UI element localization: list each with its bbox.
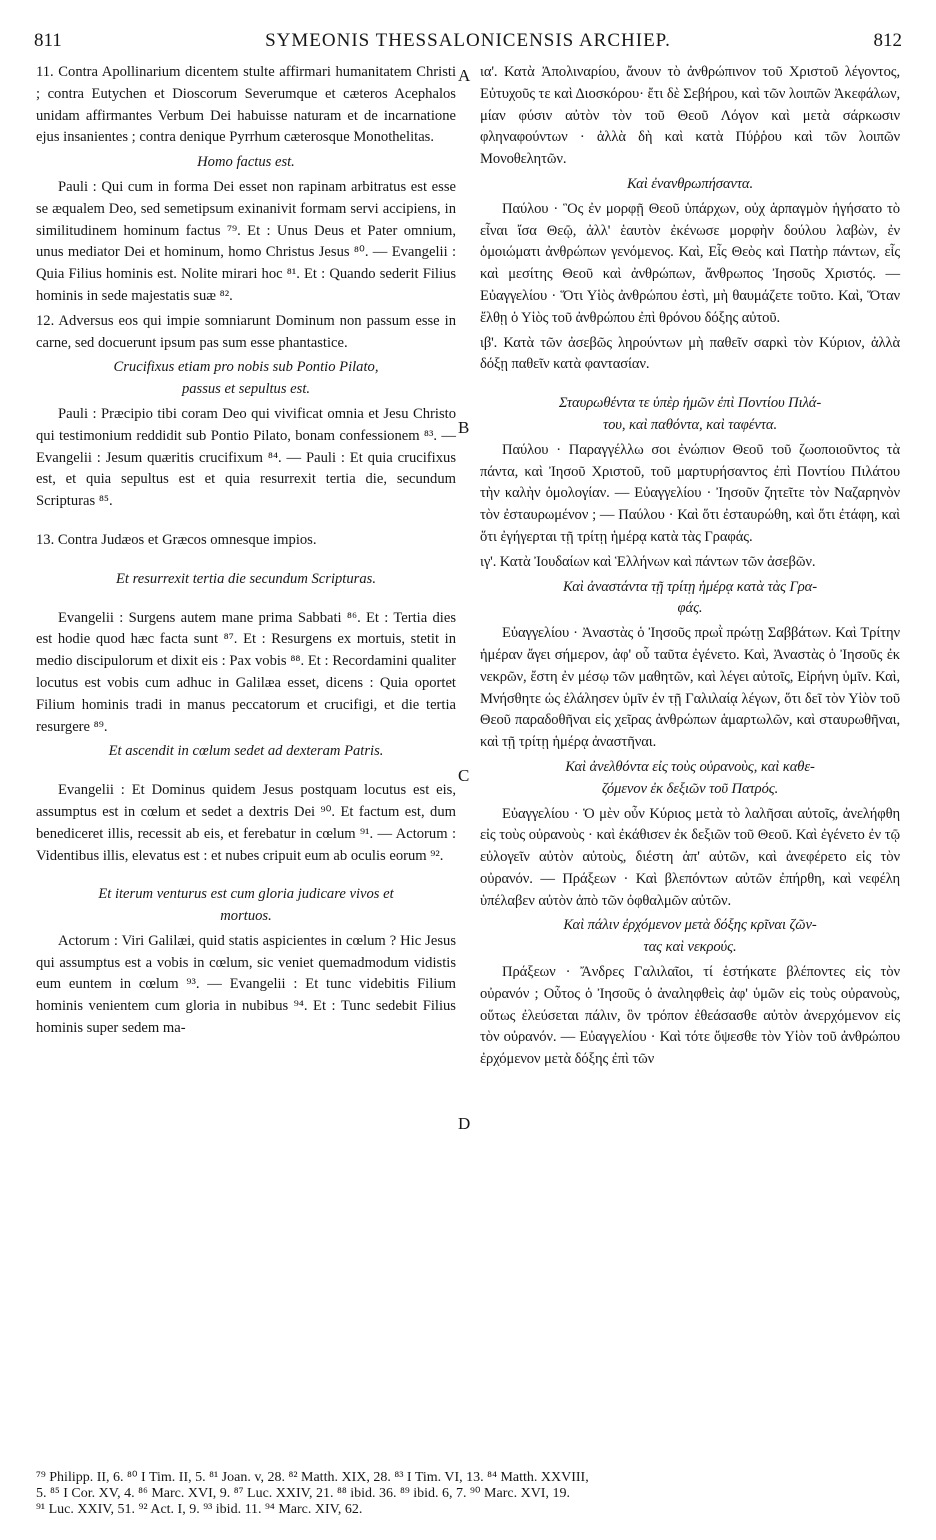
latin-heading-crucifixus-2: passus et sepultus est. — [181, 381, 311, 398]
margin-mark-c: C — [458, 766, 470, 785]
greek-heading-venturus-1: Καὶ πάλιν ἐρχόμενον μετὰ δόξης κρῖναι ζῶν- — [563, 917, 817, 934]
latin-section-11: 11. Contra Apollinarium dicentem stulte affirmari humanitatem Christi ; contra Eutychen et Dioscorum Severumque et cæteros Acephalos unidam affirmantes Verbum Dei habuisse naturam et de incarnatione ejus insanientes ; contra denique Pyrrhum cæterosque Monothelitas. — [36, 64, 456, 146]
right-page-number: 812 — [873, 30, 902, 51]
greek-heading-crucifixus-2: του, καὶ παθόντα, καὶ ταφέντα. — [602, 416, 778, 433]
latin-section-12: 12. Adversus eos qui impie somniarunt Dominum non passum esse in carne, sed docuerunt ipsum pas sum esse phantastice. — [36, 312, 456, 351]
footnote-line-3: ⁹¹ Luc. XXIV, 51. ⁹² Act. I, 9. ⁹³ ibid. 11. ⁹⁴ Marc. XIV, 62. — [36, 1502, 363, 1517]
greek-section-11: ια'. Κατὰ Ἀπολιναρίου, ἄνουν τὸ ἀνθρώπινον τοῦ Χριστοῦ λέγοντος, Εὐτυχοῦς τε καὶ Διοσκόρου· ἔτι δὲ Σεβήρου, καὶ τῶν λοιπῶν Ἀκεφάλων, μίαν φύσιν αὐτὸν τὸν τοῦ Θεοῦ Λόγον καὶ μετὰ σάρκωσιν φληναφούντων · ἀλλὰ δὴ καὶ κατὰ Πύῤῥου καὶ τῶν λοιπῶν Μονοθελητῶν. — [480, 64, 900, 168]
left-page-number: 811 — [34, 30, 62, 51]
latin-column — [36, 62, 456, 1043]
latin-heading-resurrexit: Et resurrexit tertia die secundum Scripturas. — [116, 570, 376, 587]
latin-heading-venturus-2: mortuos. — [220, 908, 272, 925]
margin-mark-d: D — [458, 1114, 471, 1133]
greek-section-12: ιβ'. Κατὰ τῶν ἀσεβῶς ληρούντων μὴ παθεῖν σαρκὶ τὸν Κύριον, ἀλλὰ δόξῃ παθεῖν κατὰ φαντασίαν. — [480, 334, 900, 373]
greek-heading-resurrexit-2: φάς. — [677, 600, 703, 617]
margin-mark-a: A — [458, 66, 471, 85]
greek-heading-crucifixus-1: Σταυρωθέντα τε ὑπὲρ ἡμῶν ἐπὶ Ποντίου Πιλά- — [558, 395, 822, 412]
latin-evangelii-paragraph-2: Evangelii : Et Dominus quidem Jesus postquam locutus est eis, assumptus est in cœlum et sedet a dextris Dei ⁹⁰. Et factum est, dum benediceret illis, recessit ab eis, et ferebatur in cœlum ⁹¹. — Actorum : Videntibus illis, elevatus est : et nubes cripuit eum ab oculis eorum ⁹². — [36, 782, 456, 864]
greek-praxeon-paragraph: Πράξεων · Ἄνδρες Γαλιλαῖοι, τί ἑστήκατε βλέποντες εἰς τὸν οὐρανόν ; Οὗτος ὁ Ἰησοῦς ὁ ἀναληφθεὶς ἀφ' ὑμῶν εἰς τοὺς οὐρανοὺς, οὕτως ἐλεύσεται πάλιν, ὃν τρόπον ἐθεάσασθε αὐτὸν ἀνερχόμενον εἰς τὸν οὐρανόν. — Εὐαγγελίου · Καὶ τότε ὄψεσθε τὸν Υἱὸν τοῦ ἀνθρώπου ἐρχόμενον μετὰ δόξης ἐπὶ τῶν — [480, 964, 900, 1068]
greek-column — [480, 62, 900, 1074]
latin-evangelii-paragraph-1: Evangelii : Surgens autem mane prima Sabbati ⁸⁶. Et : Tertia dies est hodie quod hæc facta sunt ⁸⁷. Et : Resurgens ex mortuis, stetit in medio discipulorum et dixit eis : Pax vobis ⁸⁸. Et : Recordamini qualiter locutus est vobis cum adhuc in Galilæa esset, dicens : Quia oportet Filium hominis tradi in manus peccatorum et crucifigi, et die tertia resurgere ⁸⁹. — [36, 609, 456, 735]
greek-pauli-paragraph-2: Παύλου · Παραγγέλλω σοι ἐνώπιον Θεοῦ τοῦ ζωοποιοῦντος τὰ πάντα, καὶ Ἰησοῦ Χριστοῦ, τοῦ μαρτυρήσαντος ἐπὶ Ποντίου Πιλάτου τὴν καλὴν ὁμολογίαν. — Εὐαγγελίου · Ἰησοῦν ζητεῖτε τὸν Ναζαρηνὸν τὸν ἐσταυρωμένον ; — Παύλου · Καὶ ὅτι ἐσταυρώθη, καὶ ὅτι ἐτάφη, καὶ ὅτι ἐγήγερται τῇ τρίτῃ ἡμέρᾳ κατὰ τὰς Γραφάς. — [480, 441, 900, 545]
footnote-line-1: ⁷⁹ Philipp. II, 6. ⁸⁰ I Tim. II, 5. ⁸¹ Joan. v, 28. ⁸² Matth. XIX, 28. ⁸³ I Tim. VI, 13. ⁸⁴ Matth. XXVIII, — [36, 1470, 589, 1485]
running-header — [34, 30, 902, 56]
latin-heading-ascendit: Et ascendit in cœlum sedet ad dexteram Patris. — [108, 743, 384, 760]
latin-heading-homo-factus: Homo factus est. — [197, 154, 295, 171]
greek-heading-venturus-2: τας καὶ νεκρούς. — [643, 939, 737, 956]
page-title: SYMEONIS THESSALONICENSIS ARCHIEP. — [265, 30, 671, 51]
greek-section-13: ιγ'. Κατὰ Ἰουδαίων καὶ Ἑλλήνων καὶ πάντων τῶν ἀσεβῶν. — [480, 553, 816, 570]
latin-pauli-paragraph-2: Pauli : Præcipio tibi coram Deo qui vivificat omnia et Jesu Christo qui testimonium reddidit sub Pontio Pilato, bonam confessionem ⁸³. — Evangelii : Jesum quæritis crucifixum ⁸⁴. — Pauli : Et quia crucifixus est, et quia sepultus est et quia resurrexit tertia die, secundum Scripturas ⁸⁵. — [36, 405, 456, 510]
greek-heading-resurrexit-1: Καὶ ἀναστάντα τῇ τρίτῃ ἡμέρᾳ κατὰ τὰς Γρα- — [563, 578, 817, 595]
footnote-line-2: 5. ⁸⁵ I Cor. XV, 4. ⁸⁶ Marc. XVI, 9. ⁸⁷ Luc. XXIV, 21. ⁸⁸ ibid. 36. ⁸⁹ ibid. 6, 7. ⁹⁰ Marc. XVI, 19. — [36, 1486, 570, 1501]
greek-pauli-paragraph-1: Παύλου · Ὃς ἐν μορφῇ Θεοῦ ὑπάρχων, οὐχ ἁρπαγμὸν ἡγήσατο τὸ εἶναι ἴσα Θεῷ, ἀλλ' ἑαυτὸν ἐκένωσε μορφὴν δούλου λαβὼν, ἐν ὁμοιώματι ἀνθρώπων γενόμενος. Καὶ, Εἷς Θεὸς καὶ Πατὴρ πάντων, εἷς καὶ μεσίτης Θεοῦ καὶ ἀνθρώπων, ἄνθρωπος Ἰησοῦς Χριστός. — Εὐαγγελίου · Ὅτι Υἱὸς ἀνθρώπου ἐστὶ, μὴ θαυμάζετε τοῦτο. Καὶ, Ὅταν ἔλθῃ ὁ Υἱὸς τοῦ ἀνθρώπου ἐπὶ θρόνου δόξης αὐτοῦ. — [480, 200, 900, 326]
greek-heading-ascendit-2: ζόμενον ἐκ δεξιῶν τοῦ Πατρός. — [601, 780, 779, 797]
footnotes — [36, 1470, 902, 1518]
latin-actorum-paragraph: Actorum : Viri Galilæi, quid statis aspicientes in cœlum ? Hic Jesus qui assumptus est a vobis in cœlum, sic veniet quemadmodum vidistis eum euntem in cœlum ⁹³. — Evangelii : Et tunc videbitis Filium hominis venientem cum gloria in nubibus ⁹⁴. Et : Tunc sedebit Filius hominis super sedem ma- — [36, 932, 456, 1037]
latin-heading-crucifixus-1: Crucifixus etiam pro nobis sub Pontio Pilato, — [113, 359, 379, 376]
greek-heading-ascendit-1: Καὶ ἀνελθόντα εἰς τοὺς οὐρανοὺς, καὶ καθε- — [565, 758, 815, 775]
latin-pauli-paragraph-1: Pauli : Qui cum in forma Dei esset non rapinam arbitratus est esse se æqualem Deo, sed semetipsum exinanivit formam servi accipiens, in similitudinem hominum factus ⁷⁹. Et : Unus Deus et Pater omnium, unus mediator Dei et hominum, homo Christus Jesus ⁸⁰. — Evangelii : Quia Filius hominis est. Nolite mirari hoc ⁸¹. Et : Quando sederit Filius hominis in sede majestatis suæ ⁸². — [36, 178, 456, 304]
margin-mark-b: B — [458, 418, 470, 437]
latin-section-13: 13. Contra Judæos et Græcos omnesque impios. — [36, 531, 317, 548]
greek-heading-homo-factus: Καὶ ἐνανθρωπήσαντα. — [626, 175, 754, 192]
greek-evangelii-paragraph-1: Εὐαγγελίου · Ἀναστὰς ὁ Ἰησοῦς πρωῒ πρώτῃ Σαββάτων. Καὶ Τρίτην ἡμέραν ἄγει σήμερον, ἀφ' οὗ ταῦτα ἐγένετο. Καὶ, Ἀναστὰς ὁ Ἰησοῦς ἐκ νεκρῶν, ἔστη ἐν μέσῳ τῶν μαθητῶν, καὶ λέγει αὐτοῖς, Εἰρήνη ὑμῖν. Καὶ, Μνήσθητε ὡς ἐλάλησεν ὑμῖν ἐν τῇ Γαλιλαίᾳ λέγων, ὅτι δεῖ τὸν Υἱὸν τοῦ Θεοῦ παραδοθῆναι εἰς χεῖρας ἀνθρώπων ἁμαρτωλῶν, καὶ σταυρωθῆναι, καὶ τῇ τρίτῃ ἡμέρᾳ ἀναστῆναι. — [480, 625, 900, 751]
greek-evangelii-paragraph-2: Εὐαγγελίου · Ὁ μὲν οὖν Κύριος μετὰ τὸ λαλῆσαι αὐτοῖς, ἀνελήφθη εἰς τοὺς οὐρανοὺς · καὶ ἐκάθισεν ἐκ δεξιῶν τοῦ Θεοῦ. Καὶ ἐγένετο ἐν τῷ εὐλογεῖν αὐτὸν αὐτοὺς, διέστη ἀπ' αὐτῶν, καὶ ἀνεφέρετο εἰς τὸν οὐρανόν. — Πράξεων · Καὶ βλεπόντων αὐτῶν ἐπήρθη, καὶ νεφέλη ὑπέλαβεν αὐτὸν ἀπὸ τῶν ὀφθαλμῶν αὐτῶν. — [480, 805, 900, 909]
latin-heading-venturus-1: Et iterum venturus est cum gloria judicare vivos et — [98, 886, 394, 903]
